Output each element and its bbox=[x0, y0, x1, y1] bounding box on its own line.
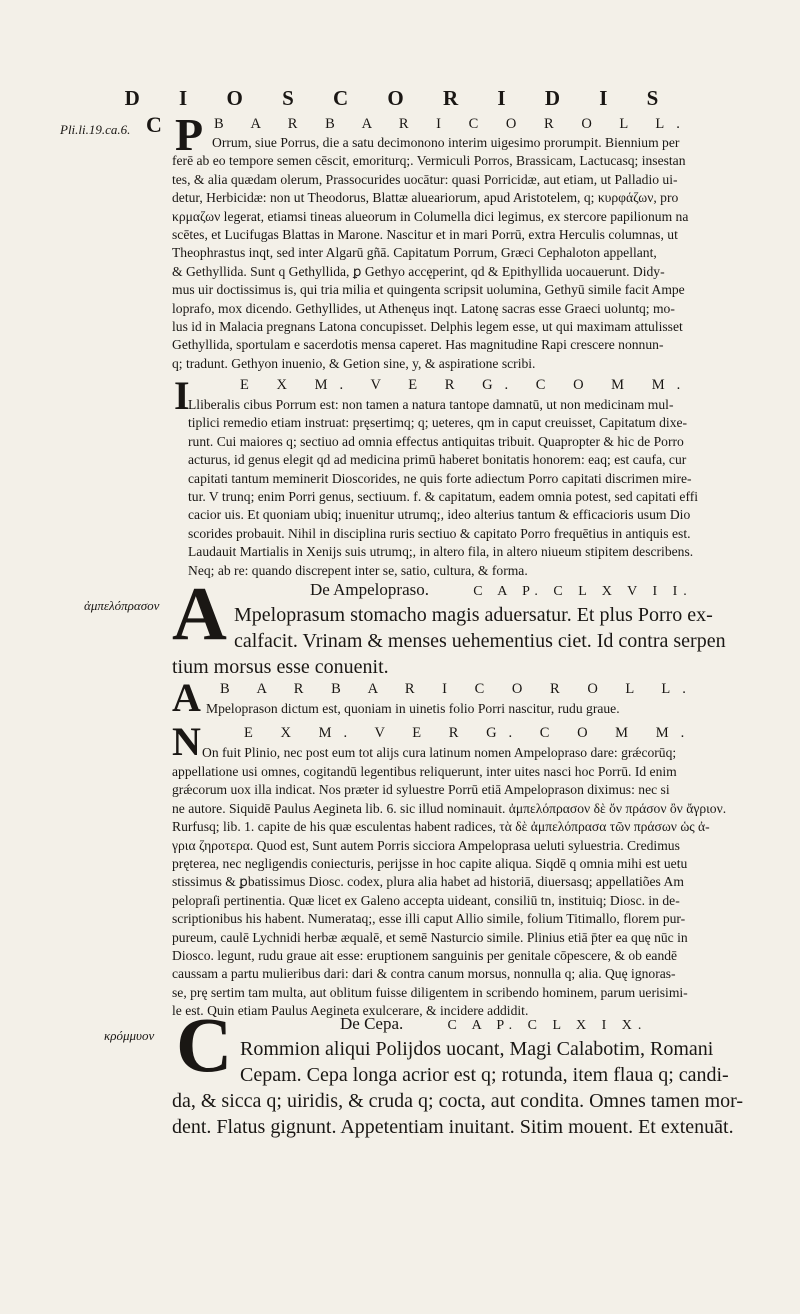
text-line: tes, & alia quædam olerum, Prassocurides uocātur: quasi Porricidæ, aut etiam, ut Palladio ui- bbox=[172, 171, 678, 187]
text-line: stissimus & ꝑbatissimus Diosc. codex, plura alia habet ad historiā, diuersasq; appellatiões Am bbox=[172, 874, 684, 890]
heading-barbari-1 bbox=[214, 113, 794, 135]
text-line: da, & sicca q; uiridis, & cruda q; cocta, aut condita. Omnes tamen mor- bbox=[172, 1090, 744, 1112]
dropcap-n: N bbox=[172, 719, 201, 764]
verg-1-text bbox=[188, 396, 794, 580]
text-line: κρμαζων legerat, etiamsi tineas alueorum in Columella dici legimus, ex stercore papilionum na bbox=[172, 208, 689, 224]
section-heading: B A R B A R I C O R O L L. bbox=[214, 116, 692, 132]
ampeloprason-text bbox=[234, 602, 794, 654]
text-line: Rommion aliqui Polijdos uocant, Magi Calabotim, Romani bbox=[240, 1038, 714, 1060]
text-line: Lliberalis cibus Porrum est: non tamen a natura tantope damnatū, ut non medicinam mul- bbox=[188, 397, 674, 412]
text-line: scētes, et Lucifugas Blattas in Marone. Nascitur et in mari Porrū, extra Herculis columnas, ut bbox=[172, 226, 678, 242]
dropcap-a-large: A bbox=[172, 572, 227, 656]
heading-verg-2 bbox=[244, 722, 790, 744]
text-line: caussam a partu mulieribus dari: dari & contra canum morsus, nonnulla q; alia. Quę ignoras- bbox=[172, 966, 676, 982]
text-line: On fuit Plinio, nec post eum tot alijs cura latinum nomen Ampelopraso dare: grǽcorūq; bbox=[202, 745, 677, 760]
ampeloprason-text-end bbox=[172, 654, 792, 680]
heading-verg-1 bbox=[240, 374, 790, 396]
text-line: appellatione usi omnes, cogitandū legentibus reliquerunt, inter uites nasci hoc Porrū. Id enim bbox=[172, 764, 677, 779]
text-line: runt. Cui maiores q; sectiuo ad omnia effectus antiquitas tribuit. Quapropter & hic de Porro bbox=[188, 433, 684, 449]
section-heading: B A R B A R I C O R O L L. bbox=[220, 681, 698, 697]
text-line: mus uir doctissimus is, qui tria milia et quingenta scripsit uolumina, Gethyū simile facit Ampe bbox=[172, 282, 685, 298]
chapter-title: De Cepa. bbox=[340, 1014, 404, 1033]
section-heading: E X M. V E R G. C O M M. bbox=[240, 377, 693, 393]
dropcap-p: P bbox=[175, 109, 204, 160]
text-line: γρια ζηροτερα. Quod est, Sunt autem Porris sicciora Ampeloprasa ueluti syluestria. Credimus bbox=[172, 837, 680, 853]
text-line: pręterea, nec negligendis coniecturis, perijsse in hoc capite aliqua. Siqdē q omnia mihi est uetu bbox=[172, 855, 688, 871]
text-line: pelopraſi pertinentia. Quæ licet ex Galeno accepta uideant, consiliū tn, instituiq; Diosc. in de- bbox=[172, 892, 680, 908]
running-head: D I O S C O R I D I S bbox=[124, 86, 676, 110]
text-line: ferē ab eo tempore semen cēscit, emoriturq;. Vermiculi Porros, Brassicam, Lactucasq; insestan bbox=[172, 153, 686, 169]
text-line: Orrum, siue Porrus, die a satu decimonono interim uigesimo prorumpit. Biennium per bbox=[212, 135, 680, 150]
dropcap-a-small: A bbox=[172, 675, 201, 720]
text-line: acturus, id genus elegit qd ad medicina primū haberet bonitatis honorem: eaq; est caufa, cur bbox=[188, 452, 687, 468]
margin-note-pliny: Pli.li.19.ca.6. bbox=[60, 122, 131, 137]
text-line: Gethyllida, sportulam e sacerdotis mensa caperet. Has magnitudine Rapi crescere nonnun- bbox=[172, 337, 664, 353]
text-line: lus id in Malacia pregnans Latona concupisset. Delphis legem esse, ut qui maximam attulisset bbox=[172, 318, 683, 334]
text-line: Mpeloprason dictum est, quoniam in uinetis folio Porri nascitur, rudu graue. bbox=[206, 701, 620, 716]
chapter-number: C A P. C L X I X. bbox=[447, 1018, 648, 1033]
text-line: se, prę sertim tam multa, aut oblitum fuisse diligentem in scribendo hominem, parum uerisimi- bbox=[172, 984, 688, 1000]
text-line: tium morsus esse conuenit. bbox=[172, 656, 389, 678]
verg-2-text bbox=[172, 763, 794, 1020]
text-line: dent. Flatus gignunt. Appetentiam inuitant. Sitim mouent. Et extenuāt. bbox=[172, 1116, 734, 1138]
text-line: & Gethyllida. Sunt q Gethyllida, ꝑ Gethyo accęperint, qd & Epithyllida uocauerunt. Didy- bbox=[172, 263, 665, 279]
text-line: Rurfusq; lib. 1. capite de his quæ esculentas habent radices, τὰ δὲ ἀμπελόπρασα τῶν πράσων ὡς ἀ- bbox=[172, 819, 710, 835]
text-line: pureum, caulē Lychnidi herbæ æqualē, et semē Nasturcio simile. Plinius etiā p̄ter ea quę nūc in bbox=[172, 929, 688, 945]
text-line: loprafo, mox dicendo. Gethyllides, ut Athenęus inqt. Latonę sacras esse Graeci uoluntq; mo- bbox=[172, 300, 675, 316]
text-line: grǽcorum uox illa indicat. Nos præter id syluestre Porrū etiā Ampeloprason diximus: nec si bbox=[172, 782, 670, 798]
text-line: detur, Herbicidæ: non ut Theodorus, Blattæ alueariorum, apud Aristotelem, q; κυρφάζων, pro bbox=[172, 190, 679, 206]
dropcap-i: I bbox=[174, 373, 190, 418]
chapter-heading-cepa bbox=[340, 1012, 790, 1036]
text-line: tur. V trunq; enim Porri genus, sectiuum. f. & capitatum, eadem omnia potest, sed capitati effi bbox=[188, 488, 699, 504]
text-line: le est. Quin etiam Paulus Aegineta exulcerare, & incidere addidit. bbox=[172, 1003, 529, 1019]
text-line: Mpeloprasum stomacho magis aduersatur. Et plus Porro ex- bbox=[234, 604, 713, 626]
text-line: scorides probauit. Nihil in disciplina ruris sectiuo & capitato Porro frequētius in antiquis est. bbox=[188, 525, 691, 541]
barbari-2-text bbox=[206, 700, 794, 718]
cepa-text bbox=[172, 1088, 794, 1140]
section-heading: E X M. V E R G. C O M M. bbox=[244, 725, 697, 741]
margin-note-greek-ampeloprason: ἀμπελόπρασον bbox=[84, 598, 160, 613]
text-line: cacior uis. Et quoniam ubiq; inuenitur utrumq;, ideo alterius tantum & efficacioris usum Dio bbox=[188, 507, 691, 523]
text-line: ne autore. Siquidē Paulus Aegineta lib. 6. sic illud nominauit. ἀμπελόπρασον δὲ ὄν πράσον ὂν ἄγριον. bbox=[172, 800, 727, 816]
text-line: q; tradunt. Gethyon inuenio, & Getion sine, y, & aspiratione scribi. bbox=[172, 355, 536, 371]
chapter-heading-ampeloprason bbox=[310, 578, 790, 602]
text-line: capitati tantum meminerit Dioscorides, ne quis forte adiectum Porro capitati discrimen mire- bbox=[188, 470, 692, 486]
text-line: calfacit. Vrinam & menses uehementius ciet. Id contra serpen bbox=[234, 630, 726, 652]
verg-2-text-start bbox=[202, 744, 794, 762]
heading-barbari-2 bbox=[220, 678, 790, 700]
chapter-number: C A P. C L X V I I. bbox=[473, 584, 693, 599]
dropcap-c: C bbox=[176, 1001, 233, 1088]
corner-letter: C bbox=[146, 112, 162, 137]
text-line: Cepam. Cepa longa acrior est q; rotunda, item flaua q; candi- bbox=[240, 1064, 729, 1086]
text-line: Laudauit Martialis in Xenijs suis utrumq;, in altero fila, in altero niueum stipitem describens. bbox=[188, 544, 694, 560]
cepa-text-start bbox=[240, 1036, 794, 1088]
text-line: scriptionibus his habent. Numerataq;, esse illi caput Allio simile, folium Titimallo, florem pur- bbox=[172, 911, 686, 927]
chapter-title: De Ampelopraso. bbox=[310, 580, 429, 599]
text-line: tiplici remedio etiam instruat: pręsertimq; q; ueteres, qm in caput creuisset, Capitatum dixe- bbox=[188, 415, 688, 431]
margin-note-greek-krommyon: κρόμμυον bbox=[104, 1028, 155, 1043]
text-line: Neq; ab re: quando discrepent inter se, satio, cultura, & forma. bbox=[188, 562, 528, 578]
porrus-text bbox=[172, 134, 794, 373]
text-line: Theophrastus inqt, sed inter Algarū gñā. Capitatum Porrum, Græci Cephaloton appellant, bbox=[172, 245, 657, 261]
text-line: Diosco. legunt, rudu graue ait esse: eruptionem sanguinis per genitale cōpescere, & ob eandē bbox=[172, 947, 678, 963]
